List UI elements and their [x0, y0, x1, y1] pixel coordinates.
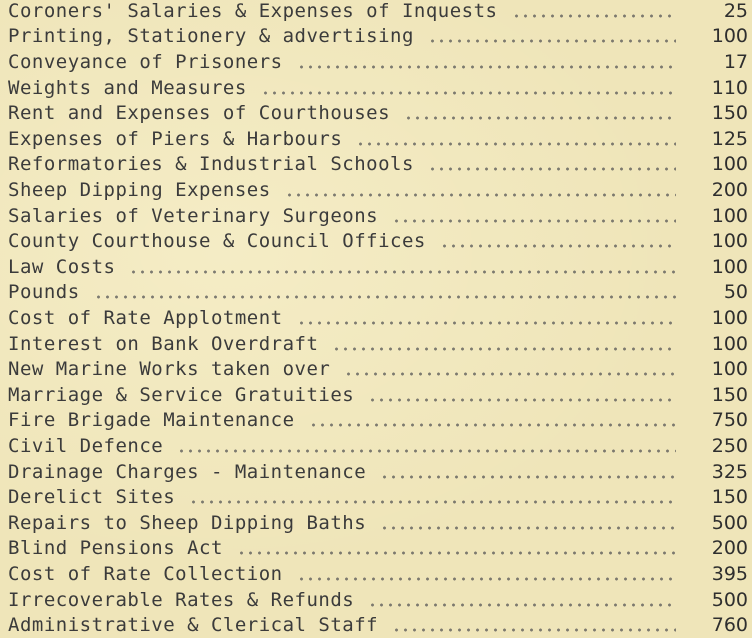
item-amount: 100 — [711, 332, 748, 355]
dot-leader — [380, 475, 676, 479]
item-amount: 150 — [711, 383, 748, 406]
list-item — [0, 100, 752, 126]
list-item — [0, 331, 752, 357]
item-label: Cost of Rate Collection — [8, 562, 283, 585]
dot-leader — [392, 628, 676, 632]
list-item — [0, 254, 752, 280]
item-amount: 50 — [723, 281, 748, 304]
item-label: Coroners' Salaries & Expenses of Inquests — [8, 0, 498, 22]
item-amount: 250 — [711, 434, 748, 457]
list-item — [0, 126, 752, 152]
item-label: Marriage & Service Gratuities — [8, 383, 355, 406]
item-label: Sheep Dipping Expenses — [8, 178, 271, 201]
item-label: Repairs to Sheep Dipping Baths — [8, 511, 367, 534]
item-label: County Courthouse & Council Offices — [8, 230, 426, 253]
item-label: Cost of Rate Applotment — [8, 306, 283, 329]
dot-leader — [428, 167, 676, 171]
item-label: New Marine Works taken over — [8, 358, 331, 381]
list-item — [0, 433, 752, 459]
dot-leader — [177, 449, 676, 453]
list-item — [0, 382, 752, 408]
item-amount: 325 — [711, 460, 748, 483]
list-item — [0, 0, 752, 24]
dot-leader — [356, 142, 676, 146]
list-item — [0, 228, 752, 254]
item-label: Drainage Charges - Maintenance — [8, 460, 367, 483]
list-item — [0, 177, 752, 203]
item-label: Irrecoverable Rates & Refunds — [8, 588, 355, 611]
item-label: Blind Pensions Act — [8, 537, 223, 560]
item-amount: 500 — [711, 511, 748, 534]
dot-leader — [368, 603, 676, 607]
item-label: Rent and Expenses of Courthouses — [8, 102, 391, 125]
list-item — [0, 24, 752, 50]
dot-leader — [297, 321, 676, 325]
list-item — [0, 152, 752, 178]
item-amount: 500 — [711, 588, 748, 611]
item-amount: 125 — [711, 127, 748, 150]
list-item — [0, 587, 752, 613]
item-amount: 200 — [711, 537, 748, 560]
dot-leader — [428, 39, 676, 43]
item-amount: 750 — [711, 409, 748, 432]
item-amount: 100 — [711, 25, 748, 48]
list-item — [0, 408, 752, 434]
dot-leader — [440, 244, 676, 248]
item-amount: 395 — [711, 562, 748, 585]
list-item — [0, 612, 752, 638]
dot-leader — [261, 91, 676, 95]
item-label: Administrative & Clerical Staff — [8, 614, 379, 637]
item-label: Conveyance of Prisoners — [8, 50, 283, 73]
item-amount: 25 — [723, 0, 748, 22]
dot-leader — [344, 372, 676, 376]
item-label: Civil Defence — [8, 434, 164, 457]
dot-leader — [297, 65, 676, 69]
list-item — [0, 536, 752, 562]
item-amount: 100 — [711, 153, 748, 176]
list-item — [0, 305, 752, 331]
list-item — [0, 510, 752, 536]
dot-leader — [392, 219, 676, 223]
dot-leader — [297, 577, 676, 581]
list-item — [0, 561, 752, 587]
item-amount: 17 — [723, 50, 748, 73]
item-amount: 100 — [711, 230, 748, 253]
dot-leader — [332, 347, 676, 351]
item-label: Fire Brigade Maintenance — [8, 409, 295, 432]
item-label: Interest on Bank Overdraft — [8, 332, 319, 355]
item-label: Derelict Sites — [8, 486, 176, 509]
dot-leader — [237, 551, 676, 555]
item-label: Reformatories & Industrial Schools — [8, 153, 414, 176]
item-label: Pounds — [8, 281, 80, 304]
dot-leader — [368, 398, 676, 402]
item-amount: 100 — [711, 204, 748, 227]
item-amount: 100 — [711, 255, 748, 278]
dot-leader — [404, 116, 676, 120]
dot-leader — [129, 270, 676, 274]
item-amount: 200 — [711, 178, 748, 201]
dot-leader — [285, 193, 676, 197]
dot-leader — [189, 500, 676, 504]
dot-leader — [512, 14, 677, 18]
item-amount: 760 — [711, 614, 748, 637]
item-label: Law Costs — [8, 255, 116, 278]
item-amount: 110 — [711, 76, 748, 99]
item-amount: 150 — [711, 486, 748, 509]
list-item — [0, 280, 752, 306]
list-item — [0, 459, 752, 485]
item-amount: 150 — [711, 102, 748, 125]
list-item — [0, 356, 752, 382]
dot-leader — [380, 526, 676, 530]
item-label: Salaries of Veterinary Surgeons — [8, 204, 379, 227]
dot-leader — [309, 423, 676, 427]
item-amount: 100 — [711, 358, 748, 381]
dot-leader — [94, 295, 676, 299]
item-label: Expenses of Piers & Harbours — [8, 127, 343, 150]
item-label: Printing, Stationery & advertising — [8, 25, 414, 48]
item-label: Weights and Measures — [8, 76, 247, 99]
item-amount: 100 — [711, 306, 748, 329]
list-item — [0, 75, 752, 101]
list-item — [0, 203, 752, 229]
list-item — [0, 484, 752, 510]
list-item — [0, 49, 752, 75]
